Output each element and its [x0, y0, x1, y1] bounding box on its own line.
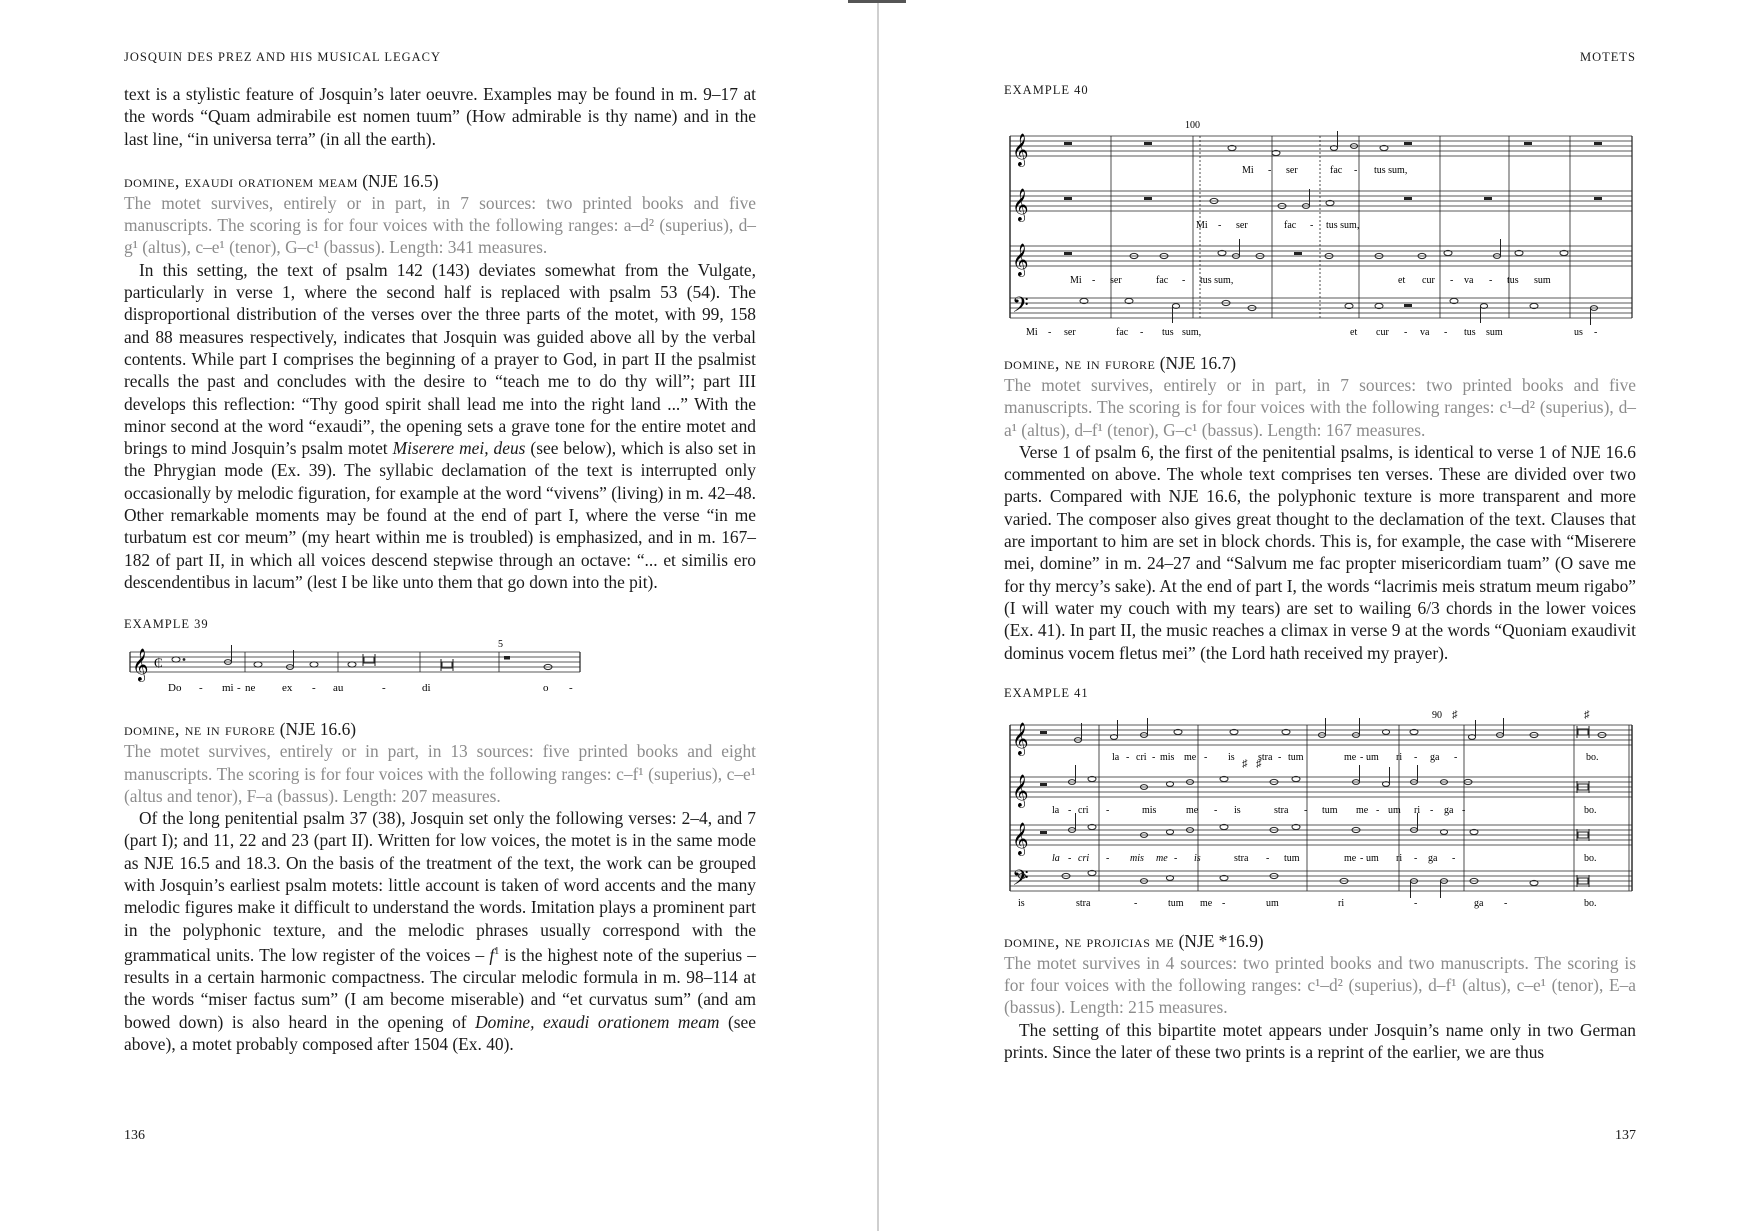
lyric-syllable: -: [1106, 804, 1110, 816]
lyric-syllable: -: [1404, 327, 1408, 338]
lyric-syllable: va: [1420, 327, 1430, 338]
lyric-syllable: -: [1092, 275, 1096, 286]
lyric-syllable: tus: [1162, 327, 1174, 338]
text-run: (see below), which is also set in the Phrygian mode (Ex. 39). The syllabic declamation of the text is interrupted only occasionally by melodic figuration, for example at the word “vivens” (living) in m. 42–48. Other remarkable moments may be found at the end of part I, where the verse “in me turbatum est cor meum” (my heart within me is troubled) is emphasized, and in m. 167–182 of part II, in which all voices descend stepwise through an octave: “... et similis ero descendentibus in lacum” (lest I be like unto them that go down into the pit).: [124, 438, 756, 592]
lyric-syllable: me: [1186, 804, 1199, 816]
lyric-syllable: tus: [1464, 327, 1476, 338]
lyric-syllable: -: [1310, 220, 1314, 231]
lyric-syllable: fac: [1330, 165, 1343, 176]
lyric-syllable: mis: [1130, 852, 1144, 864]
section-title: domine, ne in furore: [1004, 353, 1156, 373]
lyric-syllable: cri: [1078, 804, 1089, 816]
music-example-41: [1004, 705, 1636, 910]
section-title: domine, exaudi orationem meam: [124, 170, 358, 191]
intro-paragraph: text is a stylistic feature of Josquin’s later oeuvre. Examples may be found in m. 9–17 at the words “Quam admirabile est nomen tuum” (How admirable is thy name) and in the last line, “in universa terra” (in all the earth).: [124, 84, 756, 149]
lyrics-staff-1: [1112, 752, 1599, 763]
section-heading-exaudi: [124, 170, 756, 192]
lyric-syllable: la: [1052, 804, 1060, 816]
lyric-syllable: sum,: [1182, 327, 1202, 338]
lyric-syllable: -: [1140, 327, 1144, 338]
lyric-syllable: tus sum,: [1200, 275, 1234, 286]
section-heading-projicias: [1004, 930, 1636, 952]
lyric-syllable: -: [1174, 852, 1178, 864]
lyric-syllable: -: [1068, 852, 1072, 864]
treble-clef-icon: 𝄞: [1012, 723, 1029, 755]
lyric-syllable: tum: [1288, 751, 1304, 763]
lyric-syllable: -: [1134, 897, 1138, 909]
lyric-syllable: ga: [1474, 897, 1484, 909]
lyric-syllable: -: [382, 682, 386, 695]
lyric-syllable: -: [1414, 751, 1418, 763]
lyrics-staff-1: [1242, 165, 1407, 176]
lyric-syllable: -: [1360, 751, 1364, 763]
lyric-syllable: -: [312, 682, 316, 695]
lyric-syllable: ex: [282, 682, 293, 695]
lyric-syllable: stra: [1076, 897, 1091, 909]
lyric-syllable: la: [1052, 852, 1060, 864]
lyric-syllable: me: [1344, 852, 1357, 864]
lyric-syllable: -: [569, 682, 573, 695]
lyric-syllable: va: [1464, 275, 1474, 286]
lyric-syllable: la: [1112, 751, 1120, 763]
staff-superius: [1010, 136, 1632, 156]
lyric-syllable: -: [1214, 804, 1218, 816]
body-paragraph: Verse 1 of psalm 6, the first of the penitential psalms, is identical to verse 1 of NJE 16.6 commented on above. The whole text comprises ten verses. These are divided over two parts. Compared with NJE 16.6, the polyphonic texture is more transparent and more varied. The composer also gives great thought to the declamation of the text. Clauses that are important to him are set in block chords. This is, for example, the case with “Miserere mei, domine” in m. 24–27 and “Salvum me fac propter misericordiam tuam” (O save me for thy mercy’s sake). At the end of part I, the words “lacrimis meis stratum meum rigabo” (I will water my couch with my tears) are set to wailing 6/3 chords in the lower voices (Ex. 41). In part II, the music reaches a climax in verse 9 at the words “Quoniam exaudivit dominus vocem fletus mei” (the Lord hath received my prayer).: [1004, 441, 1636, 663]
lyrics-staff-2: [1052, 805, 1597, 816]
measure-number: 90: [1432, 709, 1442, 721]
lyric-syllable: -: [1278, 751, 1282, 763]
lyric-syllable: me: [1356, 804, 1369, 816]
lyric-syllable: is: [1228, 751, 1235, 763]
lyric-syllable: bo.: [1584, 897, 1597, 909]
lyric-syllable: -: [237, 682, 241, 695]
treble-clef-icon: 𝄞: [132, 650, 149, 682]
lyric-syllable: um: [1388, 804, 1401, 816]
music-example-39: [124, 636, 584, 698]
lyric-syllable: au: [333, 682, 344, 695]
staff-bassus: [1010, 298, 1632, 318]
lyrics-staff-3: [1052, 853, 1597, 864]
lyric-syllable: -: [1430, 804, 1434, 816]
music-example-40: [1004, 102, 1636, 338]
section-ref: (NJE 16.7): [1159, 353, 1237, 373]
lyric-syllable: ser: [1286, 165, 1298, 176]
rest-mark: [504, 656, 510, 660]
body-paragraph: The setting of this bipartite motet appears under Josquin’s name only in two German prints. Since the later of these two prints is a reprint of the earlier, we are thus: [1004, 1019, 1636, 1063]
lyric-syllable: me: [1344, 751, 1357, 763]
section-ref: (NJE 16.5): [362, 170, 439, 191]
lyric-syllable: me: [1184, 751, 1197, 763]
page-number-right: 137: [1615, 1128, 1636, 1143]
left-text-column: [124, 83, 756, 1055]
sources-note: The motet survives, entirely or in part, in 7 sources: two printed books and five manuscripts. The scoring is for four voices with the following ranges: a–d² (superius), d–g¹ (altus), c–e¹ (tenor), G–c¹ (bassus). Length: 341 measures.: [124, 192, 756, 258]
lyric-syllable: ne: [245, 682, 256, 695]
right-page: [879, 0, 1755, 1231]
text-run: is the highest note of the superius – results in a certain harmonic compactness. The circular melodic formula in m. 98–114 at the words “miser factus sum” (I am become miserable) and “et curvatus sum” (and am bowed down) is also heard in the opening of: [124, 944, 756, 1032]
lyric-syllable: ser: [1110, 275, 1122, 286]
sources-note: The motet survives, entirely or in part, in 13 sources: five printed books and eight manuscripts. The scoring is for four voices with the following ranges: c–f¹ (superius), c–e¹ (altus and tenor), F–a (bassus). Length: 207 measures.: [124, 741, 756, 806]
lyric-syllable: tus sum,: [1326, 220, 1360, 231]
section-ref: (NJE 16.6): [279, 719, 357, 740]
staff-altus: [1010, 191, 1632, 211]
running-head-right: MOTETS: [1580, 50, 1636, 64]
treble-clef-icon: 𝄞: [1012, 775, 1029, 807]
lyrics-row: [168, 682, 573, 694]
lyrics-staff-2: [1196, 220, 1359, 231]
lyric-syllable: cri: [1078, 852, 1090, 864]
lyric-syllable: -: [1304, 804, 1308, 816]
lyric-syllable: stra: [1274, 804, 1289, 816]
lyric-syllable: tus sum,: [1374, 165, 1408, 176]
lyric-syllable: us: [1574, 327, 1583, 338]
bass-clef-icon: 𝄢: [1012, 865, 1029, 895]
lyric-syllable: mi: [222, 682, 234, 695]
right-text-column: [1004, 83, 1636, 1063]
lyric-syllable: -: [1504, 897, 1508, 909]
lyric-syllable: ga: [1430, 751, 1440, 763]
lyric-syllable: is: [1194, 852, 1201, 864]
example-label: EXAMPLE 40: [1004, 83, 1089, 97]
lyric-syllable: Do: [168, 682, 182, 695]
lyric-syllable: me: [1156, 852, 1168, 864]
lyric-syllable: cur: [1422, 275, 1435, 286]
text-run: (see above), a motet probably composed after 1504 (Ex. 40).: [124, 1011, 756, 1054]
lyric-syllable: et: [1350, 327, 1358, 338]
body-paragraph: [124, 259, 756, 593]
example-40: [1004, 83, 1636, 338]
lyric-syllable: -: [199, 682, 203, 695]
lyric-syllable: um: [1366, 751, 1379, 763]
section-heading-furore: [124, 718, 756, 740]
lyrics-staff-3: [1070, 275, 1551, 286]
example-41: [1004, 686, 1636, 910]
lyric-syllable: -: [1126, 751, 1130, 763]
lyric-syllable: ser: [1236, 220, 1248, 231]
lyric-syllable: -: [1489, 275, 1493, 286]
lyric-syllable: sum: [1534, 275, 1551, 286]
treble-clef-icon: 𝄞: [1012, 245, 1029, 276]
running-head-left: JOSQUIN DES PREZ AND HIS MUSICAL LEGACY: [124, 50, 442, 64]
lyric-syllable: stra: [1234, 852, 1249, 864]
section-ref: (NJE *16.9): [1178, 930, 1264, 951]
sources-note: The motet survives, entirely or in part, in 7 sources: two printed books and five manuscripts. The scoring is for four voices with the following ranges: c¹–d² (superius), d–a¹ (altus), d–f¹ (tenor), G–c¹ (bassus). Length: 167 measures.: [1004, 375, 1636, 440]
sources-note: The motet survives in 4 sources: two printed books and two manuscripts. The scoring is for four voices with the following ranges: c¹–d² (superius), d–f¹ (altus), c–e¹ (tenor), E–a (bassus). Length: 215 measures.: [1004, 952, 1636, 1018]
lyric-syllable: et: [1398, 275, 1406, 286]
lyric-syllable: fac: [1116, 327, 1129, 338]
lyric-syllable: -: [1222, 897, 1226, 909]
lyric-syllable: Mi: [1242, 165, 1254, 176]
lyric-syllable: bo.: [1586, 751, 1599, 763]
lyric-syllable: me: [1200, 897, 1213, 909]
body-paragraph: [124, 807, 756, 1055]
lyric-syllable: mis: [1142, 804, 1157, 816]
lyric-syllable: -: [1182, 275, 1186, 286]
mensuration-sign-icon: ₵: [154, 655, 163, 671]
lyric-syllable: -: [1450, 275, 1454, 286]
lyric-syllable: um: [1266, 897, 1279, 909]
lyric-syllable: cri: [1136, 751, 1147, 763]
lyric-syllable: Mi: [1196, 220, 1208, 231]
lyric-syllable: -: [1414, 852, 1418, 864]
lyrics-staff-4: [1018, 898, 1597, 909]
lyric-syllable: ser: [1064, 327, 1076, 338]
lyric-syllable: -: [1360, 852, 1364, 864]
lyric-syllable: cur: [1376, 327, 1389, 338]
left-page: [0, 0, 877, 1231]
lyric-syllable: ga: [1428, 852, 1438, 864]
lyric-syllable: -: [1462, 804, 1466, 816]
lyric-syllable: tum: [1284, 852, 1300, 864]
lyric-syllable: is: [1234, 804, 1241, 816]
lyric-syllable: is: [1018, 897, 1025, 909]
example-39: [124, 617, 756, 698]
lyric-syllable: sum: [1486, 327, 1503, 338]
lyric-syllable: -: [1068, 804, 1072, 816]
lyric-syllable: -: [1152, 751, 1156, 763]
lyric-syllable: ga: [1444, 804, 1454, 816]
measure-number: 5: [498, 639, 503, 651]
example-label: EXAMPLE 41: [1004, 685, 1089, 700]
lyric-syllable: -: [1106, 852, 1110, 864]
lyric-syllable: stra: [1258, 751, 1273, 763]
lyric-syllable: -: [1266, 852, 1270, 864]
lyric-syllable: tum: [1322, 804, 1338, 816]
lyric-syllable: -: [1454, 751, 1458, 763]
sharp-icon: ♯: [1584, 708, 1590, 721]
lyric-syllable: -: [1452, 852, 1456, 864]
sharp-icon: ♯: [1256, 757, 1262, 770]
lyric-syllable: ri: [1414, 804, 1421, 816]
lyric-syllable: bo.: [1584, 804, 1597, 816]
lyrics-staff-4: [1026, 327, 1597, 338]
lyric-syllable: fac: [1284, 220, 1297, 231]
lyric-syllable: fac: [1156, 275, 1169, 286]
lyric-syllable: -: [1376, 804, 1380, 816]
lyric-syllable: ri: [1338, 897, 1345, 909]
lyric-syllable: -: [1594, 327, 1598, 338]
section-heading-furore-7: [1004, 352, 1636, 374]
lyric-syllable: tum: [1168, 897, 1184, 909]
lyric-syllable: -: [1354, 165, 1358, 176]
lyric-syllable: o: [543, 682, 549, 695]
staff-tenor: [1010, 246, 1632, 266]
text-run: Of the long penitential psalm 37 (38), Josquin set only the following verses: 2–4, and 7 (part I); and 11, 22 and 23 (part II). Written for low voices, the motet is in the same mode as NJE 16.5 and 18.3. On the basis of the treatment of the text, the work can be grouped with Josquin’s earliest psalm motets: little account is taken of word accents and the many melodic figures make it difficult to understand the words. Imitation plays a prominent part in the polyphonic texture, and the melodic phrases usually correspond with the grammatical units. The low register of the voices –: [124, 808, 756, 965]
section-title: domine, ne projicias me: [1004, 930, 1175, 951]
lyric-syllable: -: [1048, 327, 1052, 338]
lyric-syllable: -: [1444, 327, 1448, 338]
sharp-icon: ♯: [1242, 757, 1248, 770]
italic-title: Miserere mei, deus: [392, 438, 526, 459]
lyric-syllable: di: [422, 682, 431, 695]
lyric-syllable: Mi: [1070, 275, 1082, 286]
italic-title: Domine, exaudi orationem meam: [475, 1011, 720, 1032]
lyric-syllable: -: [1414, 897, 1418, 909]
superscript: 1: [494, 945, 500, 957]
sharp-icon: ♯: [1452, 708, 1458, 721]
page-number-left: 136: [124, 1128, 145, 1143]
text-run: In this setting, the text of psalm 142 (143) deviates somewhat from the Vulgate, particularly in verse 1, where the second half is replaced with psalm 53 (54). The disproportional distribution of the verses over the three parts of the motet, with 99, 158 and 88 measures respectively, indicates that Josquin was guided above all by the verbal contents. While part I comprises the beginning of a prayer to God, in part II the psalmist recalls the past and concludes with the desire to “teach me to do thy will”; part III develops this reflection: “Thy good spirit shall lead me into the right land ...” With the minor second at the word “exaudi”, the opening sets a grave tone for the entire motet and brings to mind Josquin’s psalm motet: [124, 259, 756, 459]
lyric-syllable: -: [1268, 165, 1272, 176]
bass-clef-icon: 𝄢: [1012, 293, 1029, 322]
section-title: domine, ne in furore: [124, 719, 276, 740]
lyric-syllable: -: [1218, 220, 1222, 231]
treble-clef-icon: 𝄞: [1012, 135, 1029, 166]
lyric-syllable: tus: [1507, 275, 1519, 286]
example-label: EXAMPLE 39: [124, 617, 209, 632]
lyric-syllable: Mi: [1026, 327, 1038, 338]
lyric-syllable: bo.: [1584, 852, 1597, 864]
lyric-syllable: ri: [1396, 852, 1403, 864]
measure-number: 100: [1185, 120, 1200, 131]
lyric-syllable: -: [1204, 751, 1208, 763]
lyric-syllable: ri: [1396, 751, 1403, 763]
treble-clef-icon: 𝄞: [1012, 190, 1029, 221]
treble-clef-icon: 𝄞: [1012, 823, 1029, 855]
italic-note: f: [489, 944, 495, 965]
lyric-syllable: um: [1366, 852, 1379, 864]
lyric-syllable: mis: [1160, 751, 1175, 763]
